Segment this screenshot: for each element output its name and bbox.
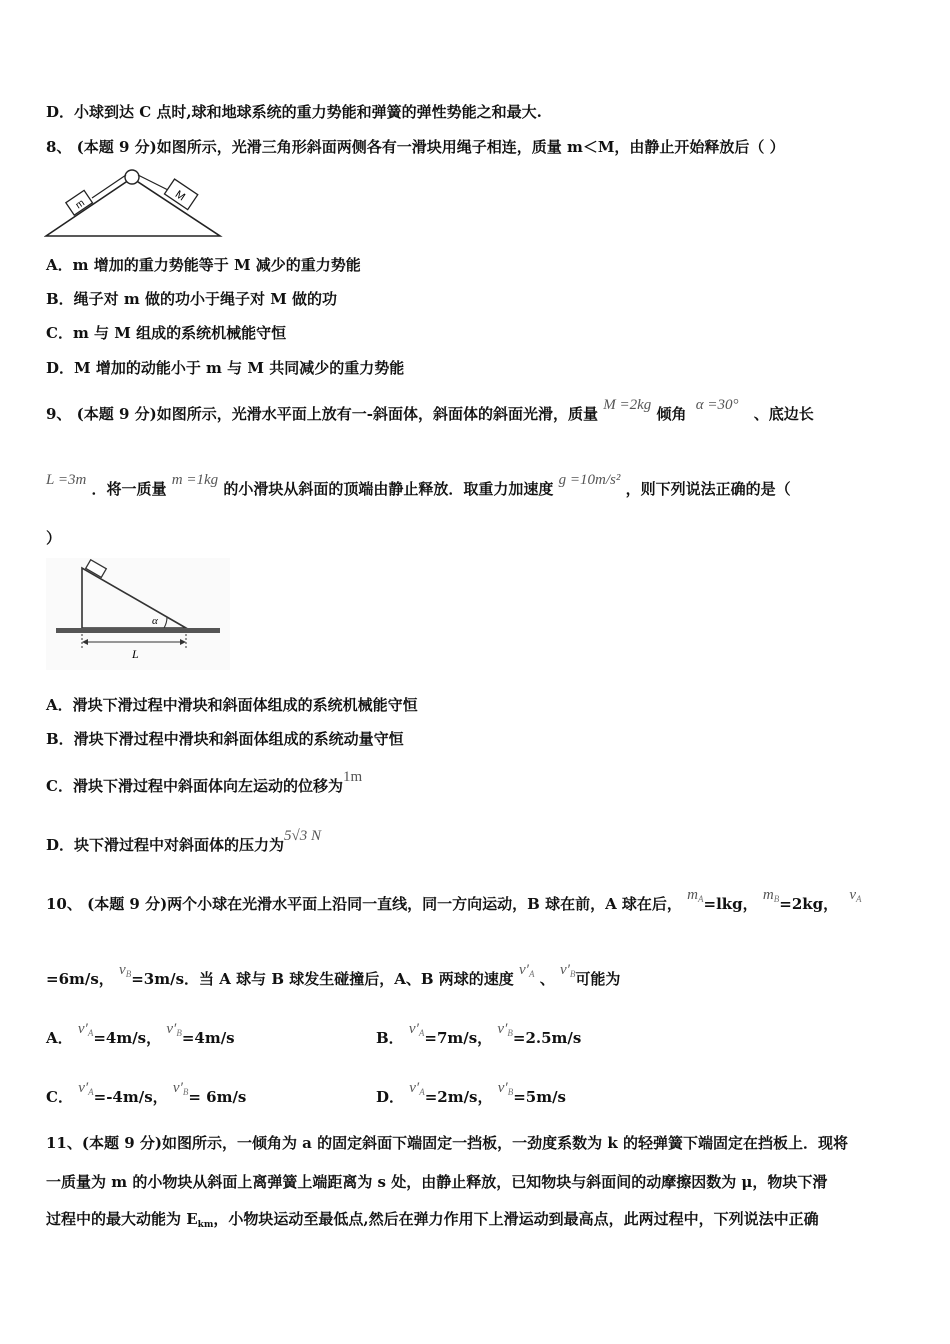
q9-close-paren: ） — [46, 529, 62, 547]
q9-mass-M: M =2kg — [603, 397, 652, 413]
q9-angle-alpha: α =30° — [695, 397, 739, 413]
q8-option-a: A．m 增加的重力势能等于 M 减少的重力势能 — [46, 256, 361, 274]
q9-wedge-figure — [46, 558, 230, 670]
q11-stem-line3: 过程中的最大动能为 $E_{km}$，小物块运动至最低点,然后在弹力作用下上滑运动到最高点，此两过程中，下列说法中正确 — [46, 1210, 819, 1230]
q10-stem-line2: =6m/s， $v_B=3m/s$．当 A 球与 B 球发生碰撞后，A、B 两球的速度 $v'_A$ 、 $v'_B$可能为 — [46, 962, 621, 988]
q11-stem-line1: 11、(本题 9 分)如图所示，一倾角为 a 的固定斜面下端固定一挡板，一劲度系数为 k 的轻弹簧下端固定在挡板上．现将 — [46, 1134, 848, 1152]
q9-stem-line2: L =3m ．将一质量 m =1kg 的小滑块从斜面的顶端由静止释放．取重力加速度 g =10m/s² ，则下列说法正确的是（ — [46, 472, 791, 498]
q10-option-a: A． $v'_A=4m/s$， $v'_B=4m/s$ — [46, 1021, 235, 1047]
q10-option-c: C． $v'_A=-4m/s$， $v'_B= 6m/s$ — [46, 1080, 247, 1106]
q8-stem: 8、 (本题 9 分)如图所示，光滑三角形斜面两侧各有一滑块用绳子相连，质量 m＜M，由静止开始释放后（ ） — [46, 138, 785, 156]
q11-stem-line2: 一质量为 m 的小物块从斜面上离弹簧上端距离为 s 处，由静止释放，已知物块与斜面间的动摩擦因数为 μ，物块下滑 — [46, 1173, 828, 1191]
q10-stem-line1: 10、 (本题 9 分)两个小球在光滑水平面上沿同一直线，同一方向运动，B 球在前，A 球在后， $m_A=lkg$， $m_B=2kg$， $v_A$ — [46, 887, 862, 913]
q9-option-d: D．块下滑过程中对斜面体的压力为5√3 N — [46, 828, 322, 854]
q8-option-c: C．m 与 M 组成的系统机械能守恒 — [46, 324, 287, 342]
q8-incline-figure — [44, 166, 224, 240]
q9-option-c: C．滑块下滑过程中斜面体向左运动的位移为1m — [46, 769, 363, 795]
q8-option-b: B．绳子对 m 做的功小于绳子对 M 做的功 — [46, 290, 338, 308]
q9-gravity-g: g =10m/s² — [558, 472, 621, 488]
q8-block-M-label: M — [172, 188, 188, 204]
q9-length-L: L =3m — [46, 472, 87, 488]
q9-displacement: 1m — [342, 769, 363, 785]
q8-option-d: D．M 增加的动能小于 m 与 M 共同减少的重力势能 — [46, 359, 405, 377]
q8-block-m-label: m — [73, 197, 87, 212]
q9-option-b: B．滑块下滑过程中滑块和斜面体组成的系统动量守恒 — [46, 730, 404, 748]
q9-mass-m: m =1kg — [171, 472, 219, 488]
q10-option-b: B． $v'_A=7m/s$， $v'_B=2.5m/s$ — [376, 1021, 582, 1047]
q9-option-a: A．滑块下滑过程中滑块和斜面体组成的系统机械能守恒 — [46, 696, 418, 714]
q9-stem-line1: 9、 (本题 9 分)如图所示，光滑水平面上放有一-斜面体，斜面体的斜面光滑，质量 M =2kg 倾角 α =30° 、底边长 — [46, 397, 814, 423]
q9-force: 5√3 N — [284, 828, 322, 844]
q9-alpha-label: α — [152, 615, 158, 627]
q10-option-d: D． $v'_A=2m/s$， $v'_B=5m/s$ — [376, 1080, 567, 1106]
q9-L-label: L — [132, 647, 139, 661]
q7-option-d: D．小球到达 C 点时,球和地球系统的重力势能和弹簧的弹性势能之和最大. — [46, 103, 542, 121]
